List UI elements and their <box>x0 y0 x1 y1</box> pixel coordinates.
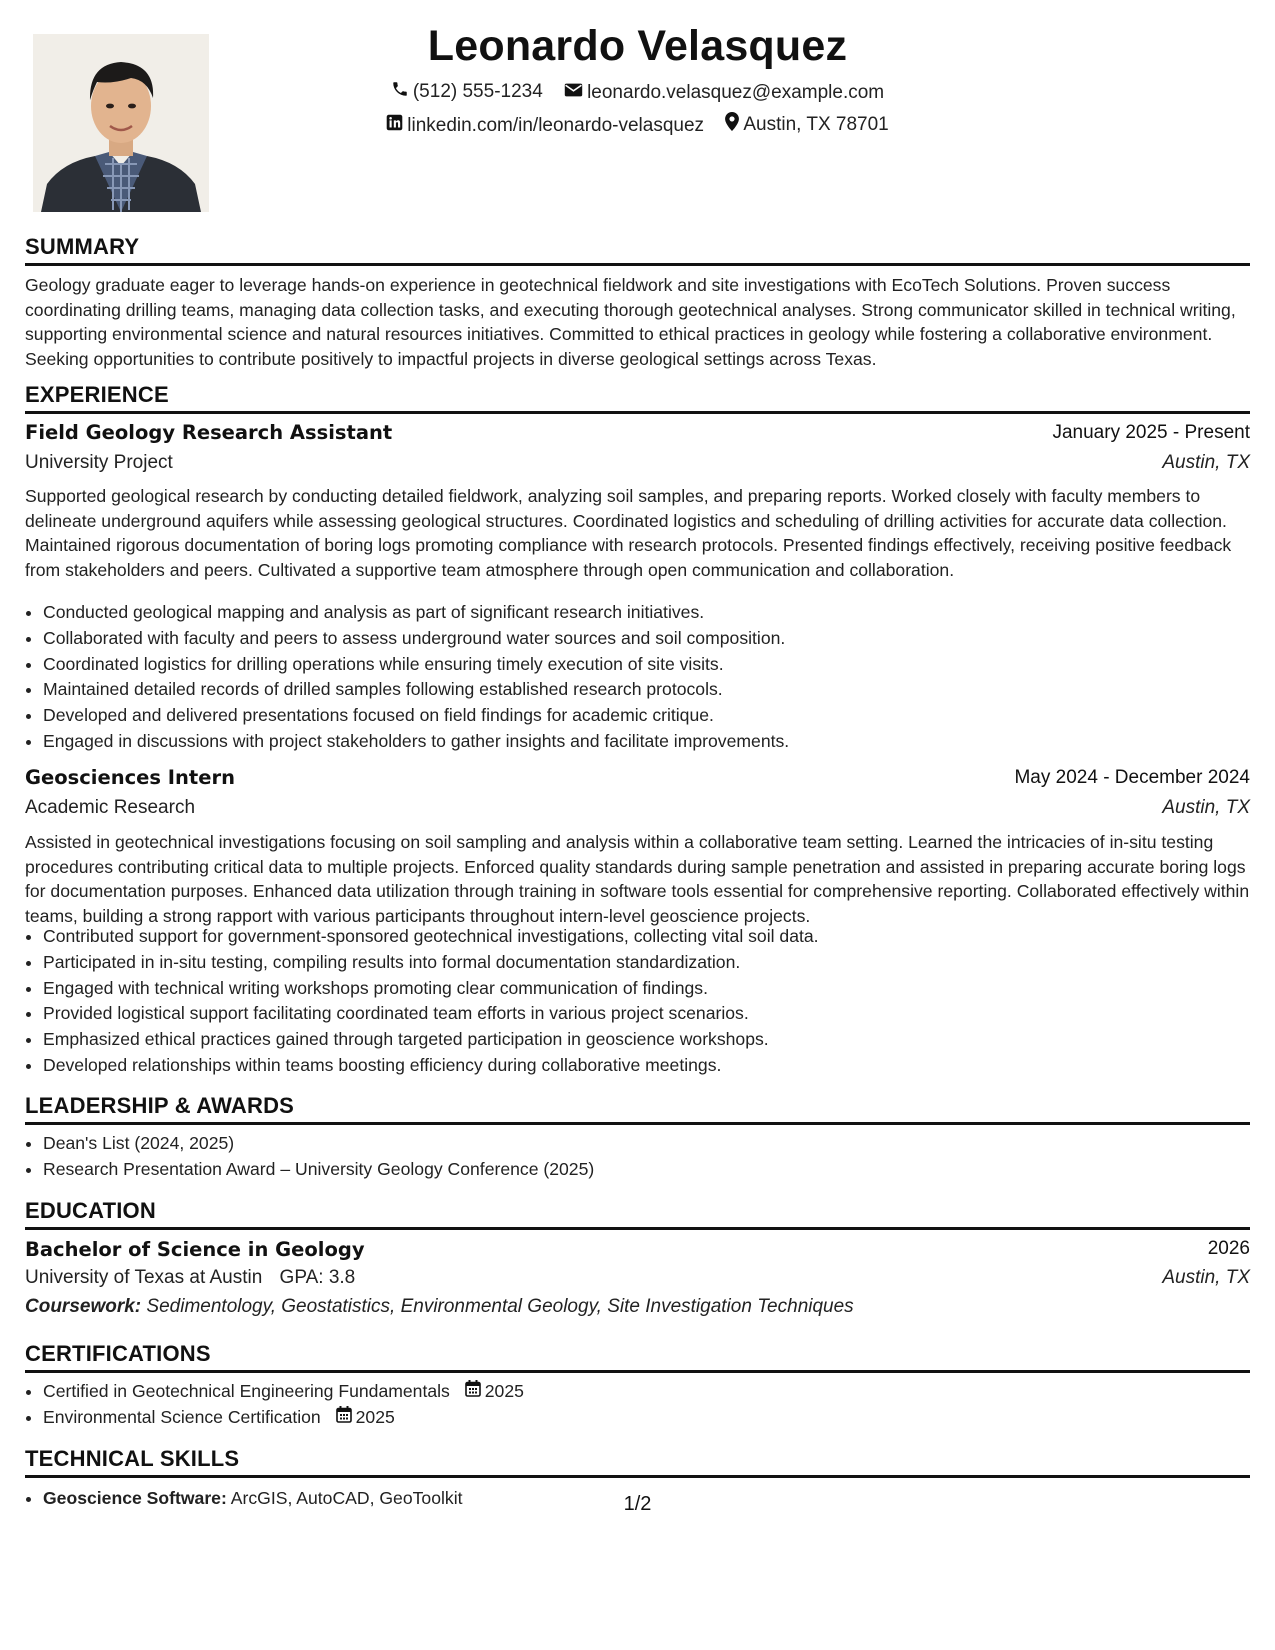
email-text: leonardo.velasquez@example.com <box>587 82 885 103</box>
list-item: • Dean's List (2024, 2025) <box>43 1131 1268 1157</box>
coursework-list: Sedimentology, Geostatistics, Environmental Geology, Site Investigation Techniques <box>146 1296 854 1317</box>
skill-category: Geoscience Software: <box>43 1488 227 1508</box>
skills-heading: TECHNICAL SKILLS <box>25 1446 1250 1478</box>
job-organization: Academic Research <box>25 797 196 818</box>
summary-text: Geology graduate eager to leverage hands-on experience in geotechnical fieldwork and site investigations with EcoTech Solutions. Proven success coordinating drilling teams, managing data collection tasks, and executing thorough geotechnical analyses. Strong communicator skilled in technical writing, supporting environmental science and natural resources initiatives. Committed to ethical practices in geology while fostering a collaborative environment. Seeking opportunities to contribute positively to impactful projects in diverse geological settings across Texas. <box>25 275 1236 369</box>
coursework-label: Coursework: <box>25 1296 142 1317</box>
certification-date <box>465 1379 524 1405</box>
school-line <box>25 1267 355 1289</box>
gpa: GPA: 3.8 <box>279 1267 356 1288</box>
skill-values: ArcGIS, AutoCAD, GeoToolkit <box>230 1488 463 1508</box>
location-contact <box>725 112 888 137</box>
list-item: • Contributed support for government-sponsored geotechnical investigations, collecting vital soil data. <box>43 924 1268 950</box>
job-dates: May 2024 - December 2024 <box>1014 767 1250 788</box>
list-item: • Coordinated logistics for drilling operations while ensuring timely execution of site visits. <box>43 652 1268 678</box>
certification-date <box>336 1405 395 1431</box>
list-item: • Conducted geological mapping and analysis as part of significant research initiatives. <box>43 600 1268 626</box>
certification-year: 2025 <box>484 1381 524 1401</box>
job-description: Supported geological research by conducting detailed fieldwork, analyzing soil samples, and preparing reports. Worked closely with faculty members to delineate underground aquifers while assessing geological structures. Coordinated logistics and scheduling of drilling activities for accurate data collection. Maintained rigorous documentation of boring logs promoting compliance with research protocols. Presented findings effectively, receiving positive feedback from stakeholders and peers. Cultivated a supportive team atmosphere through open communication and collaboration. <box>25 486 1232 580</box>
candidate-name: Leonardo Velasquez <box>427 22 848 70</box>
graduation-year: 2026 <box>1207 1238 1250 1259</box>
list-item <box>43 1405 1268 1431</box>
calendar-icon <box>336 1405 356 1431</box>
certification-name: Certified in Geotechnical Engineering Fundamentals <box>43 1381 450 1401</box>
linkedin-icon <box>386 114 407 137</box>
phone-text: (512) 555-1234 <box>412 81 543 102</box>
certification-name: Environmental Science Certification <box>43 1406 321 1427</box>
job-bullets <box>25 600 1268 755</box>
job-title: Field Geology Research Assistant <box>25 421 393 444</box>
degree-title: Bachelor of Science in Geology <box>25 1238 365 1261</box>
list-item: • Engaged in discussions with project stakeholders to gather insights and facilitate improvements. <box>43 729 1268 755</box>
location-text: Austin, TX 78701 <box>743 113 889 135</box>
education-heading: EDUCATION <box>25 1198 1250 1230</box>
job-dates: January 2025 - Present <box>1052 422 1250 443</box>
calendar-icon <box>465 1379 485 1405</box>
resume-page <box>25 0 1250 1650</box>
certifications-heading: CERTIFICATIONS <box>25 1341 1250 1373</box>
school-name: University of Texas at Austin <box>25 1267 263 1288</box>
linkedin-text: linkedin.com/in/leonardo-velasquez <box>407 114 705 136</box>
job-bullets <box>25 924 1268 1079</box>
list-item: • Developed and delivered presentations focused on field findings for academic critique. <box>43 703 1268 729</box>
leadership-list <box>25 1131 1268 1183</box>
phone-contact[interactable] <box>391 80 543 104</box>
list-item: • Collaborated with faculty and peers to assess underground water sources and soil composition. <box>43 626 1268 652</box>
list-item: • Research Presentation Award – University Geology Conference (2025) <box>43 1157 1268 1183</box>
school-location: Austin, TX <box>1162 1267 1250 1288</box>
certifications-list <box>25 1379 1268 1431</box>
linkedin-contact[interactable] <box>386 114 704 137</box>
phone-icon <box>391 80 413 104</box>
summary-heading: SUMMARY <box>25 234 1250 266</box>
job-location: Austin, TX <box>1162 797 1250 818</box>
contact-row-2 <box>25 112 1250 137</box>
contact-row-1 <box>25 80 1250 104</box>
list-item <box>43 1379 1268 1405</box>
list-item: • Engaged with technical writing workshops promoting clear communication of findings. <box>43 976 1268 1002</box>
job-title: Geosciences Intern <box>25 766 235 789</box>
list-item: • Participated in in-situ testing, compiling results into formal documentation standardization. <box>43 950 1268 976</box>
envelope-icon <box>564 82 587 104</box>
job-location: Austin, TX <box>1162 452 1250 473</box>
coursework-line <box>25 1296 854 1318</box>
page-number: 1/2 <box>623 1493 652 1515</box>
list-item: • Provided logistical support facilitating coordinated team efforts in various project scenarios. <box>43 1001 1268 1027</box>
leadership-heading: LEADERSHIP & AWARDS <box>25 1093 1250 1125</box>
job-description: Assisted in geotechnical investigations focusing on soil sampling and analysis within a collaborative team setting. Learned the intricacies of in-situ testing procedures contributing critical data to multiple projects. Enforced quality standards during sample penetration and assisted in preparing accurate boring logs for documentation purposes. Enhanced data utilization through training in software tools essential for comprehensive reporting. Collaborated effectively within teams, building a strong rapport with various participants throughout intern-level geoscience projects. <box>25 832 1250 926</box>
list-item: • Emphasized ethical practices gained through targeted participation in geoscience workshops. <box>43 1027 1268 1053</box>
map-pin-icon <box>725 112 743 137</box>
list-item: • Maintained detailed records of drilled samples following established research protocols. <box>43 677 1268 703</box>
list-item: • Developed relationships within teams boosting efficiency during collaborative meetings. <box>43 1053 1268 1079</box>
job-organization: University Project <box>25 452 173 473</box>
certification-year: 2025 <box>355 1406 395 1427</box>
email-contact[interactable] <box>564 82 884 104</box>
experience-heading: EXPERIENCE <box>25 382 1250 414</box>
